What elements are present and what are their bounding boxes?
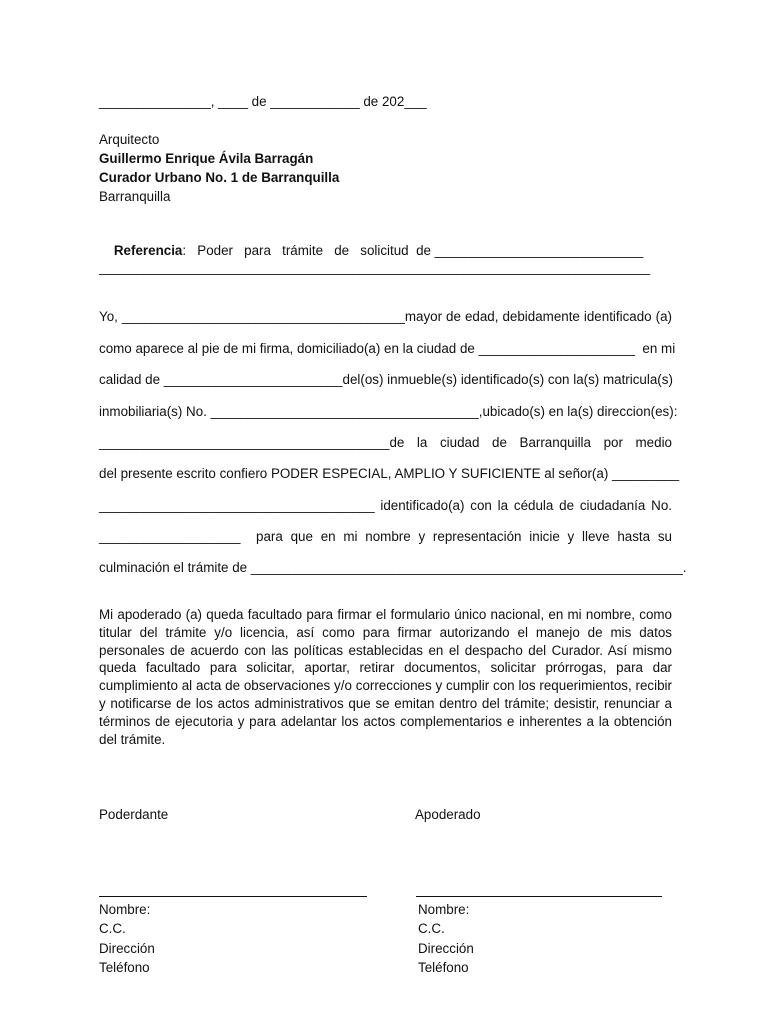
body-line: _____________________________________ identificado(a) con la cédula de ciudadanía No. (99, 498, 672, 513)
grantor-id-label: C.C. (99, 921, 126, 937)
body-line: como aparece al pie de mi firma, domiciliado(a) en la ciudad de _____________________ en mi (99, 341, 676, 356)
body-line: inmobiliaria(s) No. ____________________________________,ubicado(s) en la(s) direccion(es): (99, 404, 678, 419)
date-line: _______________, ____ de ____________ de 202___ (99, 94, 427, 109)
powers-paragraph: Mi apoderado (a) queda facultado para firmar el formulario único nacional, en mi nombre, como titular del trámite y/o licencia, así como para firmar autorizando el manejo de mis datos personales de acuerdo con las políticas establecidas en el despacho del Curador. Así mismo queda facultado para solicitar, aportar, retirar documentos, solicitar prórrogas, para dar cumplimiento al acta de observaciones y/o correcciones y cumplir con los requerimientos, recibir y notificarse de los actos administrativos que se emitan dentro del trámite; desistir, renunciar a términos de ejecutoria y para adelantar los actos complementarios e inherentes a la obtención del trámite. (99, 607, 672, 747)
body-line: calidad de ________________________del(os) inmueble(s) identificado(s) con la(s) matricula(s) (99, 372, 673, 387)
grantor-name-label: Nombre: (99, 902, 151, 917)
recipient-title: Arquitecto (99, 132, 160, 147)
grantor-heading: Poderdante (99, 807, 169, 822)
recipient-position: Curador Urbano No. 1 de Barranquilla (99, 170, 340, 185)
body-line: Yo, ______________________________________mayor de edad, debidamente identificado (a) (99, 309, 672, 324)
attorney-signature-line (416, 896, 662, 897)
reference-text: : Poder para trámite de solicitud de ____________________________ (182, 243, 644, 258)
attorney-address-label: Dirección (418, 940, 474, 956)
recipient-name: Guillermo Enrique Ávila Barragán (99, 151, 314, 166)
attorney-name-label: Nombre: (418, 902, 470, 917)
body-line: culminación el trámite de __________________________________________________________. (99, 560, 687, 575)
attorney-phone-label: Teléfono (418, 960, 469, 976)
body-line: _______________________________________de la ciudad de Barranquilla por medio (99, 435, 672, 450)
attorney-heading: Apoderado (415, 807, 481, 822)
reference-label: Referencia (113, 243, 183, 258)
grantor-phone-label: Teléfono (99, 960, 150, 976)
recipient-city: Barranquilla (99, 189, 171, 204)
reference-blank-line: __________________________________________________________________________ (99, 260, 651, 275)
body-line: ___________________ para que en mi nombre y representación inicie y lleve hasta su (99, 529, 672, 544)
body-line: del presente escrito confiero PODER ESPECIAL, AMPLIO Y SUFICIENTE al señor(a) _________ (99, 466, 680, 481)
attorney-details (418, 900, 474, 978)
attorney-id-label: C.C. (418, 921, 445, 937)
grantor-details (99, 900, 155, 978)
grantor-signature-line (99, 896, 367, 897)
grantor-address-label: Dirección (99, 940, 155, 956)
